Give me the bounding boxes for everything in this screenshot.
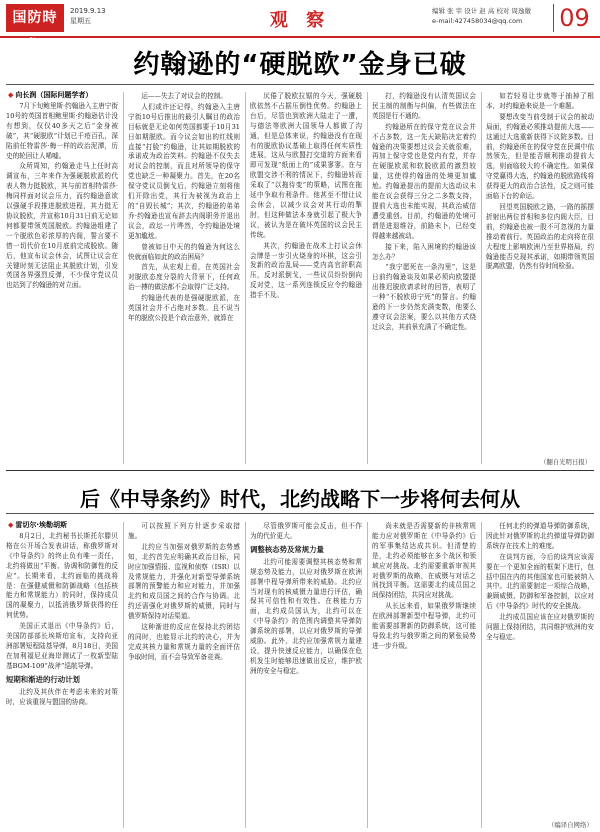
article1-column-5	[486, 92, 594, 454]
article-paragraph: 任何北约的弹道导弹防御系统，因此针对俄罗斯的北约弹道导弹防御系统存在技术上的难度。	[486, 522, 594, 550]
article-paragraph: 尽管俄罗斯可能会反击，但不作为的代价更大。	[250, 522, 362, 540]
article-paragraph: 北约可能需要调整其核态势和常规态势及能力，以应对俄罗斯在欧洲部署中程导弹所带来的威胁。北约应当对现有的核威慑力量进行评估，确保其可信性和有效性。在核能力方面，北约成员国认为，北约可以在《中导条约》的范围内调整其导弹防御系统的部署，以应对俄罗斯的导弹威胁。此外，北约应加强常规力量建设，提升快速反应能力，以确保在危机发生时能够迅速做出反应，维护欧洲的安全与稳定。	[250, 557, 362, 675]
section-subhead: 短期和渐进的行动计划	[6, 674, 80, 684]
article-paragraph: 尚未就是否需要新的非核常规能力应对俄罗斯在《中导条约》后的军事集结达成共识。但清楚的是，北约必须能够在多个战区和领域应对挑战。北约需要重新审视其对俄罗斯的战略，在威慑与对话之间找到平衡。这需要北约成员国之间保持团结，共同应对挑战。	[372, 522, 476, 600]
editor-email: e-mail:427458034@qq.com	[432, 17, 523, 25]
article-paragraph: 约翰逊所在的保守党在议会并不占多数，这一先天缺陷决定着约翰逊的决策要想过议会关就很难，再加上保守党也是党内有党，并存在硬脱欧派和软脱欧派的激烈较量，这使得约翰逊的处境更加尴尬。约翰逊提出的提前大选动议未能在议会获得三分之二多数支持，提前大选也未能实现，其政治威信遭受重创。目前，约翰逊的处境可谓是进退维谷，前路未卜，已经变得越来越被动。	[372, 122, 476, 240]
article-divider	[6, 470, 594, 471]
page-number: 09	[553, 4, 595, 32]
issue-date: 2019.9.13	[70, 7, 106, 15]
article1-column-4	[372, 92, 476, 464]
article1-column-2	[128, 92, 240, 464]
article1-headline: 约翰逊的“硬脱欧”金身已破	[133, 50, 467, 80]
article-paragraph: 打，约翰逊没有认清英国议会民主制的制衡与纠偏，有些做法在英国是行不通的。	[372, 92, 476, 120]
column-divider	[123, 522, 124, 828]
article-paragraph: 厌倦了脱欧拉锯的今天，强硬脱欧依然不占据压倒性优势。约翰逊上台后，尽管也到欧洲大陆走了一遭，与德法等欧洲大国领导人都做了沟通，但是总体来说，约翰逊没有在现有的脱欧协议基础上取得任何实质性进展，这从与欧盟打交道的方面来看即可发现“纸面上的”成果寥寥。在与欧盟交涉不利的情况下，约翰逊转而采取了“以拖待变”的策略，试图在拖延中争取有利条件。他甚至不惜让议会休会，以减少议会对其行动的掣肘，但这种做法本身就引起了极大争议，被认为是在破坏英国的议会民主传统。	[250, 92, 362, 239]
editor-names: 编辑 张 宰 设计 赵 高 校对 周逸徽	[432, 7, 531, 15]
article-paragraph: 可以按照下列方针逐步采取措施。	[128, 522, 240, 540]
article1-column-1	[6, 102, 118, 464]
article-paragraph: 7月下旬鲍里斯·约翰逊入主唐宁街10号的英国首相鲍里斯·约翰逊估计没有想到，仅仅40多天之后“金身被破”，其“硬脱欧”计划已千疮百孔，深陷前任特雷莎·梅一样的政治泥潭，历史的轮回让人唏嘘。	[6, 102, 118, 160]
article-paragraph: 这种渐进的反应在保持北约团结的同时，也能显示北约的决心，并为完成其核力量和常规力量的全面评估争取时间，而不会导致军备竞赛。	[128, 623, 240, 661]
article-paragraph: 曾被如日中天的约翰逊为何这么快就面临如此的政治困局？	[128, 242, 240, 261]
issue-weekday: 星期五	[70, 17, 91, 25]
column-divider	[481, 92, 482, 464]
article-paragraph: 在谈判方面，今后的谈判应该需要在一个更加全面的框架下进行，包括中国在内的其他国家也可能被纳入其中。北约需要制定一项综合战略，兼顾威慑、防御和军备控制，以应对后《中导条约》时代的安全挑战。	[486, 552, 594, 611]
article2-source: （编译自网络）	[548, 821, 593, 829]
masthead	[0, 0, 600, 54]
article-paragraph: 如若轻易让步就等于抽掉了根本，对约翰逊来说是一个难题。	[486, 92, 594, 110]
article-paragraph: 人们或许还记得，约翰逊入主唐宁街10号后推出的最引人瞩目的政治目标就是无论如何英国都要于10月31日如期脱欧。而今议会如出的红线则直接“打脸”约翰逊，让其如期脱欧的承诺成为政治笑料。约翰逊不仅失去对议会的控制，而且对所领导的保守党也缺乏一种凝聚力。首先，在20名保守党议员倒戈后，约翰逊立刻将他们开除出党，其行为被视为政治上的“自毁长城”；其次，约翰逊的弟弟乔·约翰逊也宣布辞去内阁职务并退出议会，政坛一片哗然，令约翰逊处境更加尴尬。	[128, 102, 240, 240]
article2-headline: 后《中导条约》时代，北约战略下一步将何去何从	[80, 487, 520, 511]
headline-divider	[6, 84, 594, 85]
column-divider	[481, 522, 482, 828]
byline-marker-icon: ◆	[8, 91, 14, 99]
section-title: 观 察	[269, 10, 331, 31]
article1-author: 向长润（国际问题学者）	[15, 91, 93, 99]
article2-column-4	[372, 522, 476, 828]
article-paragraph: 北约成员国应该在应对俄罗斯的问题上保持团结，共同维护欧洲的安全与稳定。	[486, 613, 594, 641]
article-paragraph: 其次，约翰逊在战术上打议会休会牌是一步引火烧身的坏棋，这会引发新的政治乱局——党内高官辞职高压，反对派倒戈，一些议员纷纷倒向反对党，这一系列连锁反应令约翰逊措手不及。	[250, 241, 362, 300]
article-paragraph: “我宁愿死在一条沟里”，这是日前约翰逊谈及如果必须向欧盟提出推迟脱欧请求时的回答，表明了一种“不脱欧毋宁死”的誓言。约翰逊的下一步仍然充满变数，他要么遵守议会法案，要么以其他方式绕过议会，其前景充满了不确定性。	[372, 263, 476, 331]
headline-divider	[6, 513, 594, 514]
column-divider	[367, 92, 368, 464]
article2-column-1	[6, 532, 118, 828]
editor-credits	[432, 6, 531, 26]
article2-column-3	[250, 522, 362, 828]
article-paragraph: 要想改变当前受制于议会的被动局面，约翰逊必须推动提前大选——这通过大选重新获得下议院多数。目前，约翰逊所在的保守党在民调中依然领先，但是能否顺利推动提前大选，则面临较大的不确定性。如果保守党赢得大选，约翰逊的脱欧路线将获得更大的政治合法性，反之则可能面临下台的命运。	[486, 112, 594, 201]
article-paragraph: 首先，从宏观上看，在英国社会对脱欧态度分裂的大背景下，任何政治一搏的做法都不会取得广泛支持。	[128, 263, 240, 292]
article-paragraph: 约翰逊代表的是强硬脱欧派，在英国社会并不占绝对多数。且不说当年的脱欧公投是个政治意外，就算在	[128, 294, 240, 322]
article-paragraph: 北约应当加强对俄罗斯的态势感知，北约首先应明确其政治目标，同时应加强情报、监视和侦察（ISR）以及常规能力，并强化对新型导弹系统部署的预警能力和应对能力，并加强北约和成员国之间的合作与协调。北约还需强化对俄罗斯的威慑，同时与俄罗斯保持对话渠道。	[128, 542, 240, 621]
article2-column-5	[486, 522, 594, 818]
article1-column-3	[250, 92, 362, 464]
article1-source: （翻自光明日报）	[540, 458, 592, 466]
issue-date-block	[70, 6, 106, 26]
article-paragraph: 从长远来看，如果俄罗斯继续在欧洲部署新型中程导弹，北约可能需要部署新的防御系统，这可能导致北约与俄罗斯之间的紧张局势进一步升级。	[372, 602, 476, 650]
column-divider	[245, 522, 246, 828]
newspaper-logo: 国防時報	[6, 4, 64, 32]
article-paragraph: 北约及其伙伴在考虑未来的对策时，应该重视与盟国的协商。	[6, 687, 118, 706]
article2-column-2	[128, 522, 240, 828]
byline-marker-icon: ◆	[8, 521, 14, 529]
article1-byline	[8, 90, 92, 100]
article-paragraph: 众所周知，约翰逊走马上任时高调宣布，三年来作为强硬脱欧派的代表人物力挺脱欧，其与前首相特雷莎·梅同样面对议会压力，而约翰逊意欲以强硬手段推进脱欧进程，其力挺无协议脱欧，并宣称10月31日前无论如何都要带领英国脱欧。约翰逊组建了一个脱欧色彩浓厚的内阁，誓言要不惜一切代价在10月底前完成脱欧。随后，他宣布议会休会，试图让议会在关键时刻无法阻止其脱欧计划，引发英国各界强烈反弹，不少保守党议员也站到了约翰逊的对立面。	[6, 162, 118, 290]
column-divider	[123, 92, 124, 464]
article-paragraph: 美国正式退出《中导条约》后，美国防部部长埃斯珀宣布，支持向亚洲部署短程陆基导弹，8月18日，美国在加利福尼亚海岸测试了一枚新型陆基BGM-109“战斧”巡航导弹。	[6, 622, 118, 670]
section-subhead: 调整核态势及常规力量	[250, 544, 324, 554]
article-paragraph: 8月2日，北约秘书长斯托尔滕贝格在公开场合发表讲话，称俄罗斯对《中导条约》的终止负有唯一责任，北约将做出“平衡、协调和防御性的反应”。长期来看，北约面临的挑战将是：在强健威慑和防御战略（包括核能力和常规能力）的同时，保持成员国的凝聚力，以抵消俄罗斯获得的任何优势。	[6, 532, 118, 620]
article2-byline	[8, 520, 67, 530]
column-divider	[245, 92, 246, 464]
article2-author: 雷切尔·埃勒胡斯	[15, 521, 68, 529]
article-paragraph: 回望英国脱欧之路，一路的摇摆折射出两位首相和多位内阁大臣，目前，约翰逊也被一股不可忽视的力量推动着前行。英国政治的走向将在很大程度上影响欧洲乃至世界格局，约翰逊能否兑现其承诺，如期带领英国脱离欧盟，仍然有待时间检验。	[486, 202, 594, 271]
column-divider	[367, 522, 368, 828]
article-paragraph: 接下来，陷入困境的约翰逊该怎么办？	[372, 242, 476, 261]
article-paragraph: 运——失去了对议会的控制。	[141, 92, 227, 100]
